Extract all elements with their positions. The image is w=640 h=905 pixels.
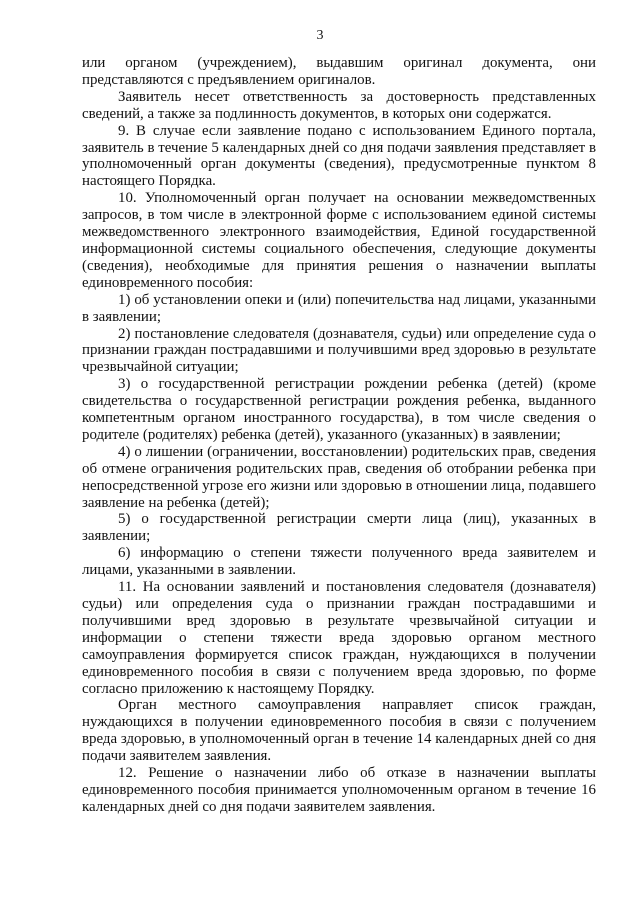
paragraph-12: 12. Решение о назначении либо об отказе в назначении выплаты единовременного пособия принимается уполномоченным органом в течение 16 календарных дней со дня подачи заявителем заявления. — [82, 765, 596, 815]
page-number: 3 — [316, 28, 324, 43]
list-item-2: 2) постановление следователя (дознавателя, судьи) или определение суда о признании граждан пострадавшими и получившими вред здоровью в результате чрезвычайной ситуации; — [82, 325, 596, 376]
paragraph-local-authority: Орган местного самоуправления направляет список граждан, нуждающихся в получении единовременного пособия в связи с получением вреда здоровью, в уполномоченный орган в течение 14 календарных дней со дня подачи заявителем заявления. — [82, 697, 596, 765]
list-item-1: 1) об установлении опеки и (или) попечительства над лицами, указанными в заявлении; — [82, 291, 596, 325]
list-item-3: 3) о государственной регистрации рождении ребенка (детей) (кроме свидетельства о государственной регистрации рождения ребенка, выданного компетентным органом иностранного государства), в том числе сведения о родителе (родителях) ребенка (детей), указанного (указанных) в заявлении; — [82, 376, 596, 443]
paragraph-9: 9. В случае если заявление подано с использованием Единого портала, заявитель в течение 5 календарных дней со дня подачи заявления представляет в уполномоченный орган документы (сведения), предусмотренные пунктом 8 настоящего Порядка. — [82, 122, 596, 190]
document-body — [82, 55, 596, 816]
paragraph-continuation: или органом (учреждением), выдавшим оригинал документа, они представляются с предъявлением оригиналов. — [82, 55, 596, 88]
paragraph-11: 11. На основании заявлений и постановления следователя (дознавателя) судьи) или определения суда о признании граждан пострадавшими и получившими вред здоровью в результате чрезвычайной ситуации и информации о степени тяжести вреда здоровью органом местного самоуправления формируется список граждан, нуждающихся в получении единовременного пособия в связи с получением вреда здоровью, по форме согласно приложению к настоящему Порядку. — [82, 579, 596, 697]
paragraph-10: 10. Уполномоченный орган получает на основании межведомственных запросов, в том числе в электронной форме с использованием единой системы межведомственного электронного взаимодействия, Единой государственной информационной системы социального обеспечения, следующие документы (сведения), необходимые для принятия решения о назначении выплаты единовременного пособия: — [82, 190, 596, 291]
paragraph-applicant-responsibility: Заявитель несет ответственность за достоверность представленных сведений, а также за подлинность документов, в которых они содержатся. — [82, 88, 596, 122]
list-item-5: 5) о государственной регистрации смерти лица (лиц), указанных в заявлении; — [82, 511, 596, 545]
list-item-4: 4) о лишении (ограничении, восстановлении) родительских прав, сведения об отмене ограничения родительских прав, сведения об отобрании ребенка при непосредственной угрозе его жизни или здоровью в отношении лица, подавшего заявление на ребенка (детей); — [82, 443, 596, 511]
list-item-6: 6) информацию о степени тяжести полученного вреда заявителем и лицами, указанными в заявлении. — [82, 545, 596, 579]
